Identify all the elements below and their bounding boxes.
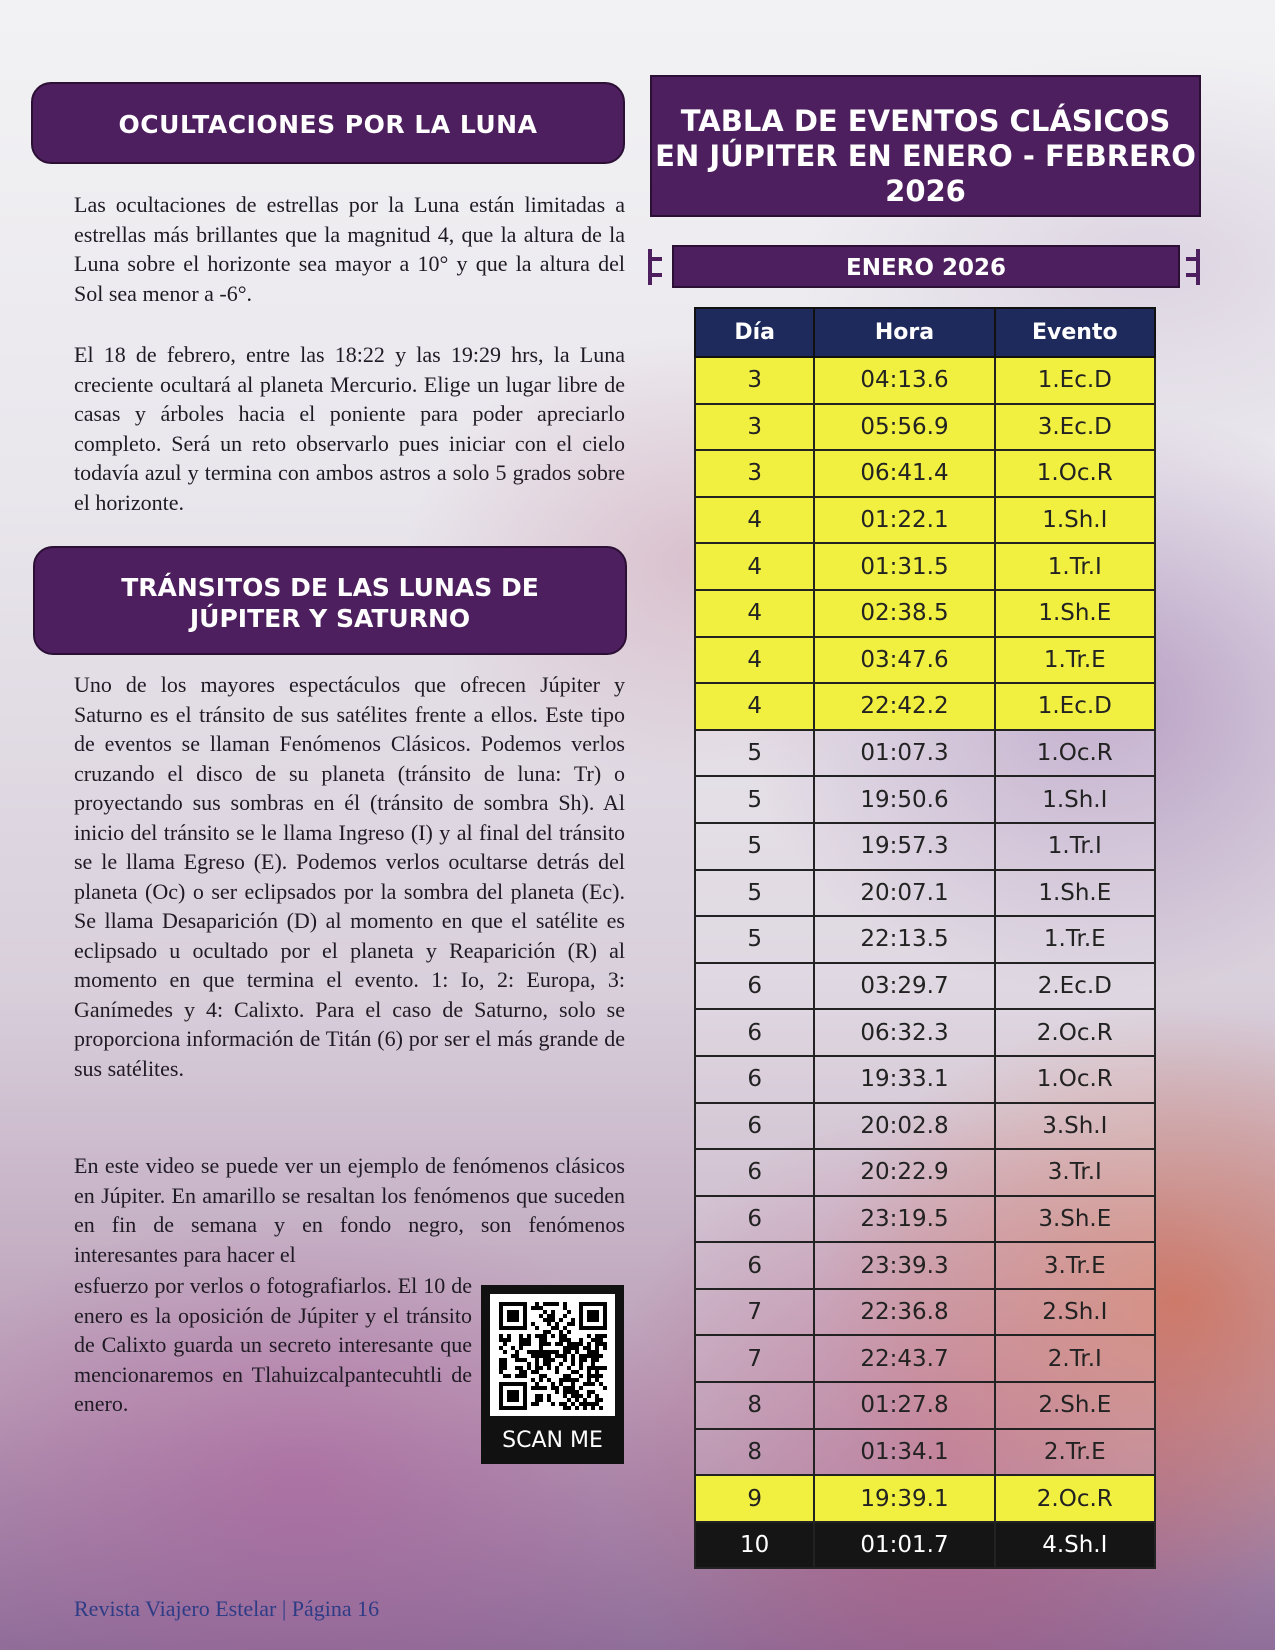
month-banner-right-ornament bbox=[1186, 249, 1200, 285]
ocultaciones-paragraph-2: El 18 de febrero, entre las 18:22 y las 19:29 hrs, la Luna creciente ocultará al planeta Mercurio. Elige un lugar libre de casas y árboles hacia el poniente para poder apreciarlo completo. Será un reto observarlo pues iniciar con el cielo todavía azul y termina con ambos astros a solo 5 grados sobre el horizonte. bbox=[74, 342, 625, 515]
cell-dia: 3 bbox=[695, 450, 814, 497]
cell-hora: 04:13.6 bbox=[814, 357, 994, 404]
cell-hora: 01:27.8 bbox=[814, 1382, 994, 1429]
table-row bbox=[695, 916, 1155, 963]
table-row bbox=[695, 1289, 1155, 1336]
cell-evento: 1.Ec.D bbox=[995, 357, 1155, 404]
table-row bbox=[695, 1242, 1155, 1289]
cell-dia: 5 bbox=[695, 730, 814, 777]
column-header-dia: Día bbox=[695, 308, 814, 357]
table-row bbox=[695, 1475, 1155, 1522]
cell-dia: 8 bbox=[695, 1382, 814, 1429]
table-row bbox=[695, 1335, 1155, 1382]
cell-evento: 1.Tr.I bbox=[995, 543, 1155, 590]
cell-dia: 5 bbox=[695, 916, 814, 963]
cell-dia: 7 bbox=[695, 1335, 814, 1382]
cell-dia: 4 bbox=[695, 543, 814, 590]
table-row bbox=[695, 1149, 1155, 1196]
cell-hora: 01:22.1 bbox=[814, 497, 994, 544]
table-row bbox=[695, 1196, 1155, 1243]
transitos-paragraph-2b: esfuerzo por verlos o fotografiarlos. El 10 de enero es la oposición de Júpiter y el tránsito de Calixto guarda un secreto interesante que mencionaremos en Tlahuizcalpantecuhtli de enero. bbox=[74, 1273, 472, 1416]
section-title-ocultaciones bbox=[31, 82, 625, 164]
cell-hora: 19:50.6 bbox=[814, 776, 994, 823]
cell-dia: 4 bbox=[695, 590, 814, 637]
cell-hora: 23:19.5 bbox=[814, 1196, 994, 1243]
cell-evento: 1.Sh.E bbox=[995, 590, 1155, 637]
cell-dia: 6 bbox=[695, 963, 814, 1010]
table-row bbox=[695, 683, 1155, 730]
cell-evento: 1.Tr.I bbox=[995, 823, 1155, 870]
cell-evento: 1.Sh.I bbox=[995, 776, 1155, 823]
cell-hora: 03:47.6 bbox=[814, 637, 994, 684]
cell-hora: 06:32.3 bbox=[814, 1009, 994, 1056]
table-row bbox=[695, 404, 1155, 451]
table-row bbox=[695, 870, 1155, 917]
table-row bbox=[695, 1009, 1155, 1056]
cell-evento: 3.Ec.D bbox=[995, 404, 1155, 451]
cell-hora: 20:07.1 bbox=[814, 870, 994, 917]
cell-hora: 23:39.3 bbox=[814, 1242, 994, 1289]
cell-dia: 4 bbox=[695, 497, 814, 544]
table-header-row bbox=[695, 308, 1155, 357]
cell-evento: 1.Sh.E bbox=[995, 870, 1155, 917]
cell-evento: 1.Tr.E bbox=[995, 916, 1155, 963]
cell-evento: 4.Sh.I bbox=[995, 1522, 1155, 1569]
column-header-hora: Hora bbox=[814, 308, 994, 357]
month-banner-left-ornament bbox=[648, 249, 662, 285]
cell-evento: 1.Tr.E bbox=[995, 637, 1155, 684]
cell-evento: 1.Oc.R bbox=[995, 1056, 1155, 1103]
cell-hora: 01:07.3 bbox=[814, 730, 994, 777]
table-row bbox=[695, 823, 1155, 870]
transitos-paragraph-2a: En este video se puede ver un ejemplo de fenómenos clásicos en Júpiter. En amarillo se resaltan los fenómenos que suceden en fin de semana y en fondo negro, son fenómenos interesantes para hacer el bbox=[74, 1153, 625, 1267]
table-row bbox=[695, 357, 1155, 404]
cell-hora: 22:36.8 bbox=[814, 1289, 994, 1336]
cell-evento: 3.Tr.E bbox=[995, 1242, 1155, 1289]
month-banner-label: ENERO 2026 bbox=[846, 255, 1006, 281]
table-title bbox=[650, 75, 1201, 217]
cell-hora: 19:33.1 bbox=[814, 1056, 994, 1103]
month-banner bbox=[672, 245, 1180, 288]
section-title-line-1: TRÁNSITOS DE LAS LUNAS DE bbox=[121, 573, 539, 602]
cell-dia: 4 bbox=[695, 637, 814, 684]
table-row bbox=[695, 1056, 1155, 1103]
cell-hora: 01:31.5 bbox=[814, 543, 994, 590]
cell-evento: 2.Sh.I bbox=[995, 1289, 1155, 1336]
cell-dia: 3 bbox=[695, 404, 814, 451]
table-row bbox=[695, 730, 1155, 777]
cell-evento: 2.Oc.R bbox=[995, 1009, 1155, 1056]
qr-code-icon bbox=[499, 1302, 607, 1410]
cell-dia: 6 bbox=[695, 1103, 814, 1150]
cell-evento: 1.Oc.R bbox=[995, 450, 1155, 497]
cell-dia: 10 bbox=[695, 1522, 814, 1569]
events-table bbox=[694, 307, 1156, 1569]
cell-dia: 6 bbox=[695, 1149, 814, 1196]
table-row bbox=[695, 963, 1155, 1010]
transitos-paragraph-1: Uno de los mayores espectáculos que ofrecen Júpiter y Saturno es el tránsito de sus satélites frente a ellos. Este tipo de eventos se llaman Fenómenos Clásicos. Podemos verlos cruzando el disco de su planeta (tránsito de luna: Tr) o proyectando sus sombras en él (tránsito de sombra Sh). Al inicio del tránsito se le llama Ingreso (I) y al final del tránsito se le llama Egreso (E). Podemos verlos ocultarse detrás del planeta (Oc) o ser eclipsados por la sombra del planeta (Ec). Se llama Desaparición (D) al momento en que el satélite es eclipsado u ocultado por el planeta y Reaparición (R) al momento en que termina el evento. 1: Io, 2: Europa, 3: Ganímedes y 4: Calixto. Para el caso de Saturno, solo se proporciona información de Titán (6) por ser el más grande de sus satélites. bbox=[74, 672, 625, 1081]
cell-evento: 2.Tr.I bbox=[995, 1335, 1155, 1382]
cell-evento: 2.Ec.D bbox=[995, 963, 1155, 1010]
cell-hora: 19:57.3 bbox=[814, 823, 994, 870]
cell-dia: 4 bbox=[695, 683, 814, 730]
table-title-line-3: 2026 bbox=[885, 174, 966, 208]
table-row bbox=[695, 1382, 1155, 1429]
cell-hora: 02:38.5 bbox=[814, 590, 994, 637]
cell-evento: 3.Sh.I bbox=[995, 1103, 1155, 1150]
table-title-line-1: TABLA DE EVENTOS CLÁSICOS bbox=[680, 104, 1171, 138]
table-row bbox=[695, 497, 1155, 544]
section-title-text: OCULTACIONES POR LA LUNA bbox=[118, 110, 538, 139]
cell-hora: 06:41.4 bbox=[814, 450, 994, 497]
cell-dia: 7 bbox=[695, 1289, 814, 1336]
table-row bbox=[695, 590, 1155, 637]
cell-evento: 2.Tr.E bbox=[995, 1429, 1155, 1476]
section-title-transitos bbox=[33, 546, 627, 655]
cell-evento: 3.Tr.I bbox=[995, 1149, 1155, 1196]
qr-code[interactable] bbox=[481, 1285, 624, 1464]
cell-hora: 01:01.7 bbox=[814, 1522, 994, 1569]
table-title-line-2: EN JÚPITER EN ENERO - FEBRERO bbox=[655, 139, 1196, 173]
ocultaciones-paragraph-1: Las ocultaciones de estrellas por la Luna están limitadas a estrellas más brillantes que la magnitud 4, que la altura de la Luna sobre el horizonte sea mayor a 10° y que la altura del Sol sea menor a -6°. bbox=[74, 192, 625, 306]
cell-dia: 6 bbox=[695, 1196, 814, 1243]
cell-evento: 1.Sh.I bbox=[995, 497, 1155, 544]
cell-hora: 22:42.2 bbox=[814, 683, 994, 730]
cell-hora: 01:34.1 bbox=[814, 1429, 994, 1476]
cell-hora: 20:02.8 bbox=[814, 1103, 994, 1150]
table-row bbox=[695, 1522, 1155, 1569]
cell-evento: 2.Sh.E bbox=[995, 1382, 1155, 1429]
cell-dia: 8 bbox=[695, 1429, 814, 1476]
cell-dia: 6 bbox=[695, 1242, 814, 1289]
table-row bbox=[695, 450, 1155, 497]
cell-evento: 2.Oc.R bbox=[995, 1475, 1155, 1522]
table-row bbox=[695, 543, 1155, 590]
cell-evento: 1.Ec.D bbox=[995, 683, 1155, 730]
cell-hora: 20:22.9 bbox=[814, 1149, 994, 1196]
column-header-evento: Evento bbox=[995, 308, 1155, 357]
cell-hora: 19:39.1 bbox=[814, 1475, 994, 1522]
cell-dia: 6 bbox=[695, 1009, 814, 1056]
cell-evento: 3.Sh.E bbox=[995, 1196, 1155, 1243]
cell-evento: 1.Oc.R bbox=[995, 730, 1155, 777]
cell-dia: 5 bbox=[695, 823, 814, 870]
cell-dia: 9 bbox=[695, 1475, 814, 1522]
page-footer: Revista Viajero Estelar | Página 16 bbox=[74, 1596, 380, 1621]
cell-dia: 6 bbox=[695, 1056, 814, 1103]
cell-dia: 5 bbox=[695, 776, 814, 823]
qr-scan-label: SCAN ME bbox=[502, 1428, 603, 1453]
cell-hora: 05:56.9 bbox=[814, 404, 994, 451]
section-title-line-2: JÚPITER Y SATURNO bbox=[189, 604, 471, 633]
cell-hora: 22:43.7 bbox=[814, 1335, 994, 1382]
table-row bbox=[695, 776, 1155, 823]
table-row bbox=[695, 1103, 1155, 1150]
cell-hora: 22:13.5 bbox=[814, 916, 994, 963]
table-row bbox=[695, 1429, 1155, 1476]
cell-dia: 3 bbox=[695, 357, 814, 404]
table-row bbox=[695, 637, 1155, 684]
cell-dia: 5 bbox=[695, 870, 814, 917]
cell-hora: 03:29.7 bbox=[814, 963, 994, 1010]
